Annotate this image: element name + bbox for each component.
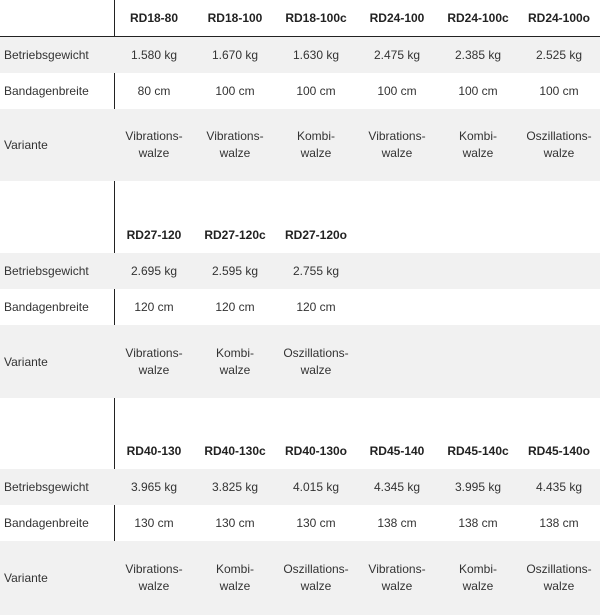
width-label: Bandagenbreite: [4, 84, 89, 98]
weight-row: [0, 469, 600, 505]
variant-value: Vibrations- walze: [206, 129, 264, 160]
width-value: 80 cm: [137, 83, 171, 98]
weight-label: Betriebsgewicht: [4, 264, 89, 278]
model-header-row: [0, 217, 600, 253]
weight-value: 2.385 kg: [454, 47, 502, 62]
variant-value: Vibrations- walze: [125, 562, 183, 593]
variant-value: Kombi- walze: [296, 129, 335, 160]
weight-value: 1.670 kg: [211, 47, 259, 62]
width-label: Bandagenbreite: [4, 300, 89, 314]
model-name: RD27-120: [126, 227, 182, 242]
variant-row: [0, 325, 600, 398]
model-name: RD45-140c: [447, 443, 509, 458]
model-name: RD24-100o: [527, 10, 591, 25]
model-name: RD45-140: [369, 443, 425, 458]
variant-value: Vibrations- walze: [368, 562, 426, 593]
variant-label: Variante: [4, 354, 48, 369]
model-name: RD18-100c: [285, 10, 347, 25]
variant-value: Vibrations- walze: [368, 129, 426, 160]
weight-value: 3.995 kg: [454, 479, 502, 494]
model-name: RD27-120o: [284, 227, 348, 242]
width-value: 130 cm: [296, 515, 336, 530]
weight-label: Betriebsgewicht: [4, 48, 89, 62]
weight-value: 3.825 kg: [211, 479, 259, 494]
width-value: 100 cm: [377, 83, 417, 98]
weight-row: [0, 253, 600, 289]
weight-value: 2.755 kg: [292, 263, 340, 278]
width-row: [0, 73, 600, 109]
width-row: [0, 505, 600, 541]
weight-value: 4.435 kg: [535, 479, 583, 494]
width-row: [0, 289, 600, 325]
model-name: RD24-100: [369, 10, 425, 25]
width-value: 138 cm: [539, 515, 579, 530]
weight-value: 4.015 kg: [292, 479, 340, 494]
width-value: 130 cm: [215, 515, 255, 530]
weight-value: 2.525 kg: [535, 47, 583, 62]
width-value: 138 cm: [458, 515, 498, 530]
model-header-row: [0, 0, 600, 36]
weight-value: 3.965 kg: [130, 479, 178, 494]
width-value: 120 cm: [215, 299, 255, 314]
variant-row: [0, 541, 600, 615]
variant-value: Kombi- walze: [458, 562, 497, 593]
spec-table-2: [0, 217, 600, 398]
weight-value: 2.595 kg: [211, 263, 259, 278]
variant-value: Vibrations- walze: [125, 345, 183, 377]
model-header-row: [0, 433, 600, 469]
weight-value: 2.695 kg: [130, 263, 178, 278]
weight-value: 2.475 kg: [373, 47, 421, 62]
model-name: RD40-130: [126, 443, 182, 458]
variant-value: Oszillations- walze: [283, 562, 349, 593]
width-value: 100 cm: [215, 83, 255, 98]
width-value: 100 cm: [296, 83, 336, 98]
weight-value: 4.345 kg: [373, 479, 421, 494]
width-label: Bandagenbreite: [4, 516, 89, 530]
width-value: 100 cm: [458, 83, 498, 98]
variant-value: Oszillations- walze: [526, 562, 592, 593]
variant-value: Vibrations- walze: [125, 129, 183, 160]
width-value: 120 cm: [134, 299, 174, 314]
variant-value: Oszillations- walze: [283, 345, 349, 377]
spec-table-3: [0, 433, 600, 615]
width-value: 130 cm: [134, 515, 174, 530]
weight-value: 1.630 kg: [292, 47, 340, 62]
spec-table-1: [0, 0, 600, 181]
weight-value: 1.580 kg: [130, 47, 178, 62]
width-value: 120 cm: [296, 299, 336, 314]
variant-value: Kombi- walze: [215, 345, 254, 377]
width-value: 138 cm: [377, 515, 417, 530]
variant-label: Variante: [4, 571, 48, 585]
variant-value: Kombi- walze: [215, 562, 254, 593]
variant-row: [0, 109, 600, 181]
model-name: RD45-140o: [527, 443, 591, 458]
weight-row: [0, 37, 600, 73]
variant-value: Kombi- walze: [458, 129, 497, 160]
model-name: RD40-130o: [284, 443, 348, 458]
weight-label: Betriebsgewicht: [4, 480, 89, 494]
model-name: RD27-120c: [204, 227, 266, 242]
width-value: 100 cm: [539, 83, 579, 98]
model-name: RD40-130c: [204, 443, 266, 458]
model-name: RD18-80: [129, 10, 179, 25]
variant-label: Variante: [4, 138, 48, 152]
model-name: RD18-100: [207, 10, 263, 25]
variant-value: Oszillations- walze: [526, 129, 592, 160]
model-name: RD24-100c: [447, 10, 509, 25]
